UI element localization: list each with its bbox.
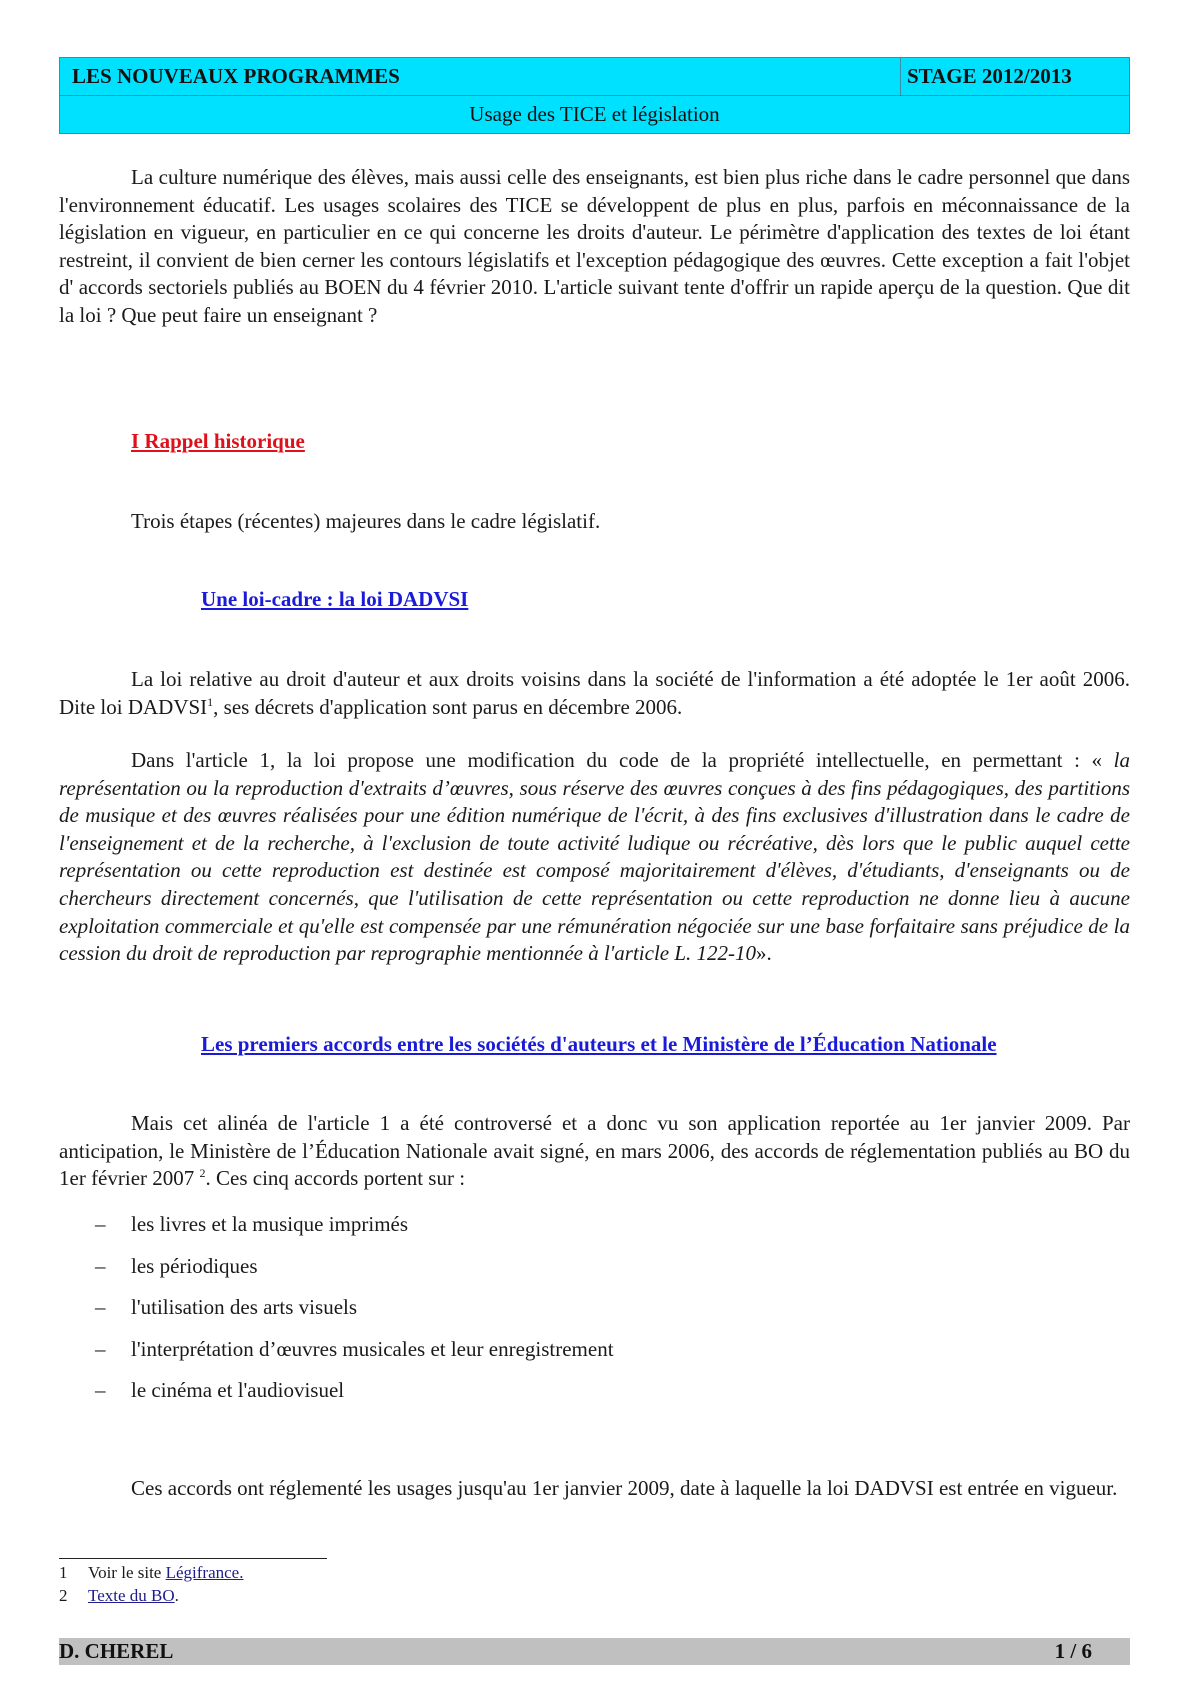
page-footer [59, 1638, 1130, 1665]
list-item [59, 1329, 614, 1371]
law-quote: la représentation ou la reproduction d'extraits d’œuvres, sous réserve des œuvres conçues à des fins pédagogiques, des partitions de musique et des œuvres réalisées pour une édition numérique de l'écrit, à des fins exclusives d'illustration dans le cadre de l'enseignement et de la recherche, à l'exclusion de toute activité ludique ou récréative, dès lors que le public auquel cette représentation ou cette reproduction est destinée est composé majoritairement d'élèves, d'étudiants, d'enseignants ou de chercheurs directement concernés, que l'utilisation de cette représentation ou cette reproduction ne donne lieu à aucune exploitation commerciale et qu'elle est compensée par une rémunération négociée sur une base forfaitaire sans préjudice de la cession du droit de reproduction par reprographie mentionnée à l'article L. 122-10 [59, 748, 1130, 966]
footnote-number: 2 [59, 1586, 68, 1605]
dash-bullet-icon: – [95, 1295, 106, 1319]
section-heading-rappel-historique: I Rappel historique [131, 429, 305, 453]
dash-bullet-icon: – [95, 1253, 106, 1278]
dash-bullet-icon: – [95, 1378, 106, 1402]
subsection-heading-premiers-accords: Les premiers accords entre les sociétés d'auteurs et le Ministère de l’Éducation Nationale [201, 1032, 997, 1056]
document-page [59, 57, 1130, 1663]
section-intro-text: Trois étapes (récentes) majeures dans le cadre législatif. [131, 509, 601, 533]
footnote-text: . [174, 1586, 179, 1605]
paragraph-text: Dans l'article 1, la loi propose une modification du code de la propriété intellectuelle, en permettant : « [131, 748, 1114, 772]
paragraph-text: ». [756, 941, 772, 966]
list-item-text: les périodiques [131, 1253, 258, 1278]
paragraph-text: , ses décrets d'application sont parus en décembre 2006. [213, 694, 683, 719]
paragraph-accords-conclusion: Ces accords ont réglementé les usages jusqu'au 1er janvier 2009, date à laquelle la loi DADVSI est entrée en vigueur. [131, 1476, 1118, 1500]
header-subtitle: Usage des TICE et législation [60, 96, 1130, 134]
list-item [59, 1370, 614, 1412]
footnotes [59, 1561, 243, 1607]
subsection-heading-loi-dadvsi: Une loi-cadre : la loi DADVSI [201, 587, 469, 611]
legifrance-link[interactable]: Légifrance. [165, 1563, 244, 1582]
footnote-1 [59, 1561, 243, 1584]
paragraph-text: Mais cet alinéa de l'article 1 a été controversé et a donc vu son application reportée au 1er janvier 2009. Par anticipation, le Ministère de l’Éducation Nationale avait signé, en mars 2006, des accords de réglementation publiés au BO du 1er février 2007 [59, 1111, 1130, 1191]
list-item [59, 1246, 614, 1288]
list-item [59, 1287, 614, 1329]
paragraph-text: . Ces cinq accords portent sur : [205, 1166, 466, 1191]
footnote-text: Voir le site [88, 1563, 166, 1582]
list-item-text: l'utilisation des arts visuels [131, 1295, 358, 1319]
list-item-text: le cinéma et l'audiovisuel [131, 1378, 345, 1402]
header-stage: STAGE 2012/2013 [901, 58, 1130, 96]
header-title: LES NOUVEAUX PROGRAMMES [60, 58, 901, 96]
list-item-text: l'interprétation d’œuvres musicales et leur enregistrement [131, 1336, 614, 1361]
dash-bullet-icon: – [95, 1212, 106, 1236]
texte-du-bo-link[interactable]: Texte du BO [88, 1586, 175, 1605]
footer-page-number: 1 / 6 [1054, 1639, 1092, 1663]
paragraph-accords-intro [59, 1110, 1130, 1193]
footnote-number: 1 [59, 1563, 68, 1582]
footnote-ref-1[interactable]: 1 [207, 694, 214, 709]
document-header [59, 57, 1130, 134]
list-item [59, 1204, 614, 1246]
intro-paragraph: La culture numérique des élèves, mais aussi celle des enseignants, est bien plus riche dans le cadre personnel que dans l'environnement éducatif. Les usages scolaires des TICE se développent de plus en plus, parfois en méconnaissance de la législation en vigueur, en particulier en ce qui concerne les droits d'auteur. Le périmètre d'application des textes de loi étant restreint, il convient de bien cerner les contours législatifs et l'exception pédagogique des œuvres. Cette exception a fait l'objet d' accords sectoriels publiés au BOEN du 4 février 2010. L'article suivant tente d'offrir un rapide aperçu de la question. Que dit la loi ? Que peut faire un enseignant ? [59, 165, 1130, 327]
paragraph-text: La loi relative au droit d'auteur et aux droits voisins dans la société de l'information a été adoptée le 1er août 2006. Dite loi DADVSI [59, 667, 1130, 719]
paragraph-article-1 [59, 747, 1130, 968]
footnote-ref-2[interactable]: 2 [199, 1166, 206, 1181]
list-item-text: les livres et la musique imprimés [131, 1212, 409, 1236]
accords-list [59, 1204, 614, 1412]
footnote-2 [59, 1584, 243, 1607]
footer-author: D. CHEREL [59, 1639, 174, 1663]
paragraph-loi-dadvsi [59, 666, 1130, 721]
footnote-separator [59, 1558, 327, 1559]
dash-bullet-icon: – [95, 1336, 106, 1361]
